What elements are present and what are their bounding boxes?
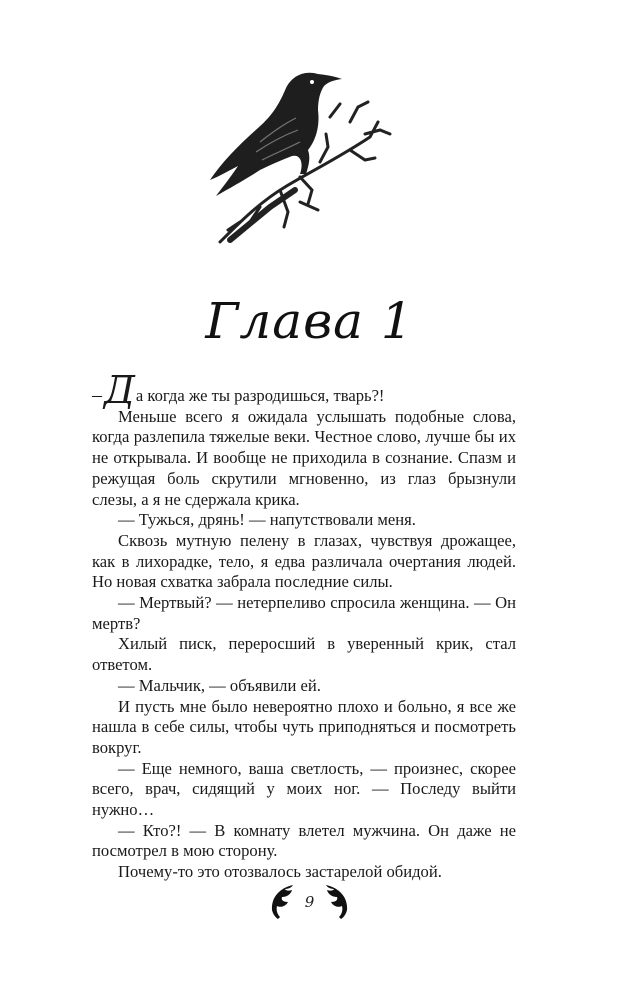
chapter-body <box>92 368 516 883</box>
chapter-title: Глава 1 <box>205 292 414 350</box>
paragraph-opening <box>92 368 516 412</box>
paragraph: — Тужься, дрянь! — напутствовали меня. <box>118 510 416 530</box>
page-number: 9 <box>304 893 315 911</box>
paragraph: — Мертвый? — нетерпеливо спросила женщина. — Он мертв? <box>92 593 516 633</box>
paragraph: — Кто?! — В комнату влетел мужчина. Он даже не посмотрел в мою сторону. <box>92 820 516 861</box>
paragraph: Почему-то это отозвалось застарелой обидой. <box>118 862 442 882</box>
paragraph: Хилый писк, переросший в уверенный крик, стал ответом. <box>92 634 516 675</box>
raven-on-branch-icon <box>200 62 400 247</box>
opening-text: а когда же ты разродишься, тварь?! <box>135 386 385 405</box>
opening-dash: – <box>92 384 102 406</box>
drop-initial: Д <box>104 368 135 412</box>
feather-icon <box>267 882 299 922</box>
paragraph: — Еще немного, ваша светлость, — произнес, скорее всего, врач, сидящий у моих ног. — Последу выйти нужно… <box>92 758 516 820</box>
paragraph: Сквозь мутную пелену в глазах, чувствуя дрожащее, как в лихорадке, тело, я едва различала очертания людей. Но новая схватка забрала последние силы. <box>92 530 516 592</box>
paragraph: — Мальчик, — объявили ей. <box>118 675 321 695</box>
page-footer <box>0 880 619 924</box>
feather-icon <box>320 882 352 922</box>
paragraph: И пусть мне было невероятно плохо и больно, я все же нашла в себе силы, чтобы чуть приподняться и посмотреть вокруг. <box>92 696 516 757</box>
paragraph: Меньше всего я ожидала услышать подобные слова, когда разлепила тяжелые веки. Честное слово, лучше бы их не открывала. И вообще не приходила в сознание. Спазм и режущая боль скрутили мгновенно, из глаз брызнули слезы, а я не сдержала крика. <box>92 406 516 509</box>
